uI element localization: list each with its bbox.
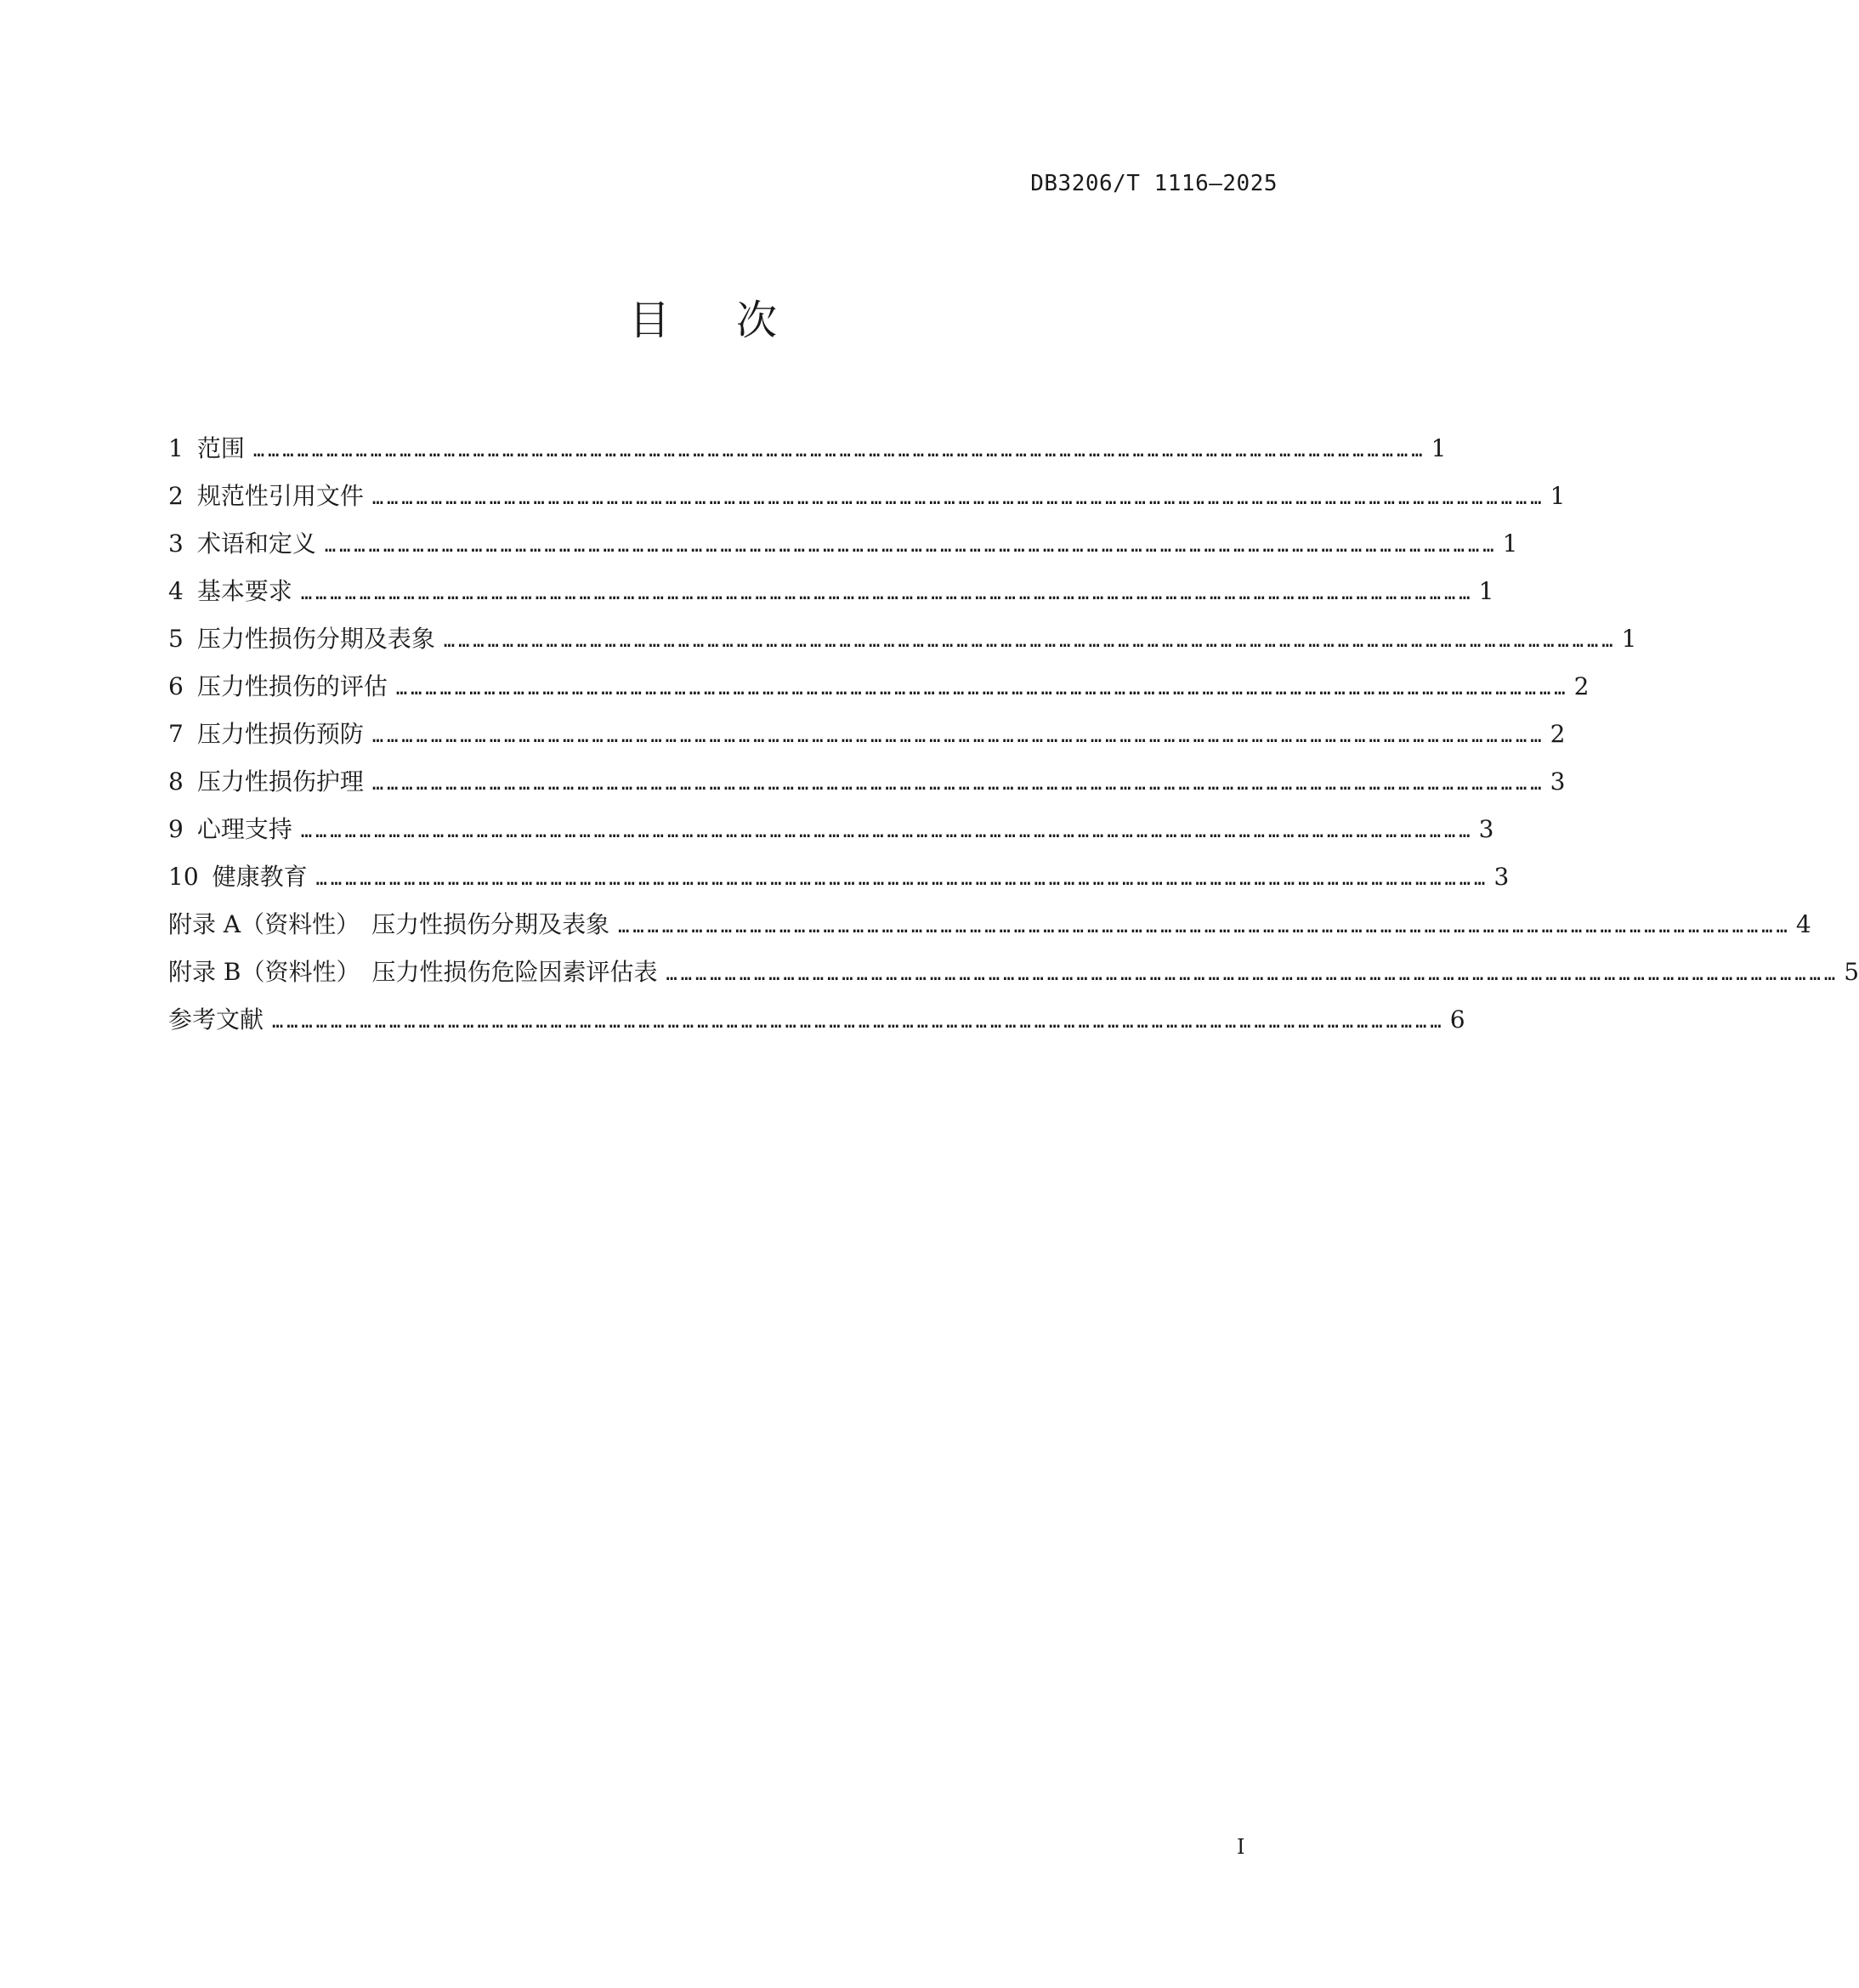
toc-entry-title: 范围 <box>196 434 245 462</box>
toc-dot-leader: …………………………………………………………………………………………………………………………………………………………………………………………………………………… <box>371 773 1545 795</box>
toc-entry[interactable] <box>168 758 1566 806</box>
toc-entry-page: 3 <box>1478 815 1494 843</box>
toc-entry-page: 5 <box>1844 958 1859 986</box>
toc-entry-number: 1 <box>168 434 184 462</box>
toc-dot-leader: …………………………………………………………………………………………………………………………………………………………………………………………………………………… <box>300 821 1474 842</box>
toc-entry-number: 2 <box>168 482 184 510</box>
toc-entry-title: 附录 A（资料性） 压力性损伤分期及表象 <box>168 910 610 938</box>
toc-entry-page: 4 <box>1795 910 1811 938</box>
toc-entry-page: 2 <box>1550 720 1566 748</box>
toc-entry-title: 规范性引用文件 <box>196 482 364 510</box>
toc-entry-page: 1 <box>1478 577 1494 605</box>
toc-entry-number: 7 <box>168 720 184 748</box>
toc-entry-page: 1 <box>1502 530 1518 558</box>
page-number: I <box>1237 1835 1245 1859</box>
toc-dot-leader: …………………………………………………………………………………………………………………………………………………………………………………………………………………… <box>371 488 1545 509</box>
toc-entry-references[interactable] <box>168 996 1465 1044</box>
toc-dot-leader: …………………………………………………………………………………………………………………………………………………………………………………………………………………… <box>272 1011 1445 1033</box>
toc-entry-number: 5 <box>168 625 184 653</box>
toc-entry-title: 压力性损伤护理 <box>196 767 364 796</box>
toc-entry[interactable] <box>168 425 1447 473</box>
toc-entry-number: 10 <box>168 863 199 891</box>
toc-dot-leader: …………………………………………………………………………………………………………………………………………………………………………………………………………………… <box>395 678 1569 699</box>
toc-entry-page: 6 <box>1449 1005 1465 1034</box>
toc-entry[interactable] <box>168 806 1494 853</box>
toc-entry-page: 3 <box>1493 863 1510 891</box>
toc-dot-leader: …………………………………………………………………………………………………………………………………………………………………………………………………………………… <box>666 964 1839 985</box>
toc-dot-leader: …………………………………………………………………………………………………………………………………………………………………………………………………………………… <box>315 869 1489 890</box>
toc-entry-title: 基本要求 <box>196 577 292 605</box>
toc-entry[interactable] <box>168 473 1566 520</box>
toc-dot-leader: …………………………………………………………………………………………………………………………………………………………………………………………………………………… <box>324 535 1498 557</box>
toc-entry[interactable] <box>168 568 1494 615</box>
toc-entry-number: 9 <box>168 815 184 843</box>
toc-entry-page: 1 <box>1621 625 1637 653</box>
toc-entry-title: 参考文献 <box>168 1005 264 1034</box>
toc-entry-appendix-a[interactable] <box>168 901 1811 949</box>
toc-entry-number: 3 <box>168 530 184 558</box>
toc-entry[interactable] <box>168 615 1637 663</box>
toc-entry-title: 附录 B（资料性） 压力性损伤危险因素评估表 <box>168 958 658 986</box>
toc-dot-leader: …………………………………………………………………………………………………………………………………………………………………………………………………………………… <box>618 916 1791 937</box>
toc-entry[interactable] <box>168 520 1518 568</box>
toc-entry-appendix-b[interactable] <box>168 949 1859 996</box>
toc-entry-number: 6 <box>168 672 184 700</box>
toc-entry-page: 1 <box>1431 434 1447 462</box>
toc-title: 目次 <box>628 297 843 344</box>
toc-entry-title: 压力性损伤分期及表象 <box>196 625 435 653</box>
toc-entry-page: 3 <box>1550 767 1566 796</box>
toc-entry-number: 4 <box>168 577 184 605</box>
toc-entry-title: 健康教育 <box>212 863 308 891</box>
document-code: DB3206/T 1116—2025 <box>1030 171 1278 196</box>
toc-entry-title: 心理支持 <box>196 815 292 843</box>
toc-entry-page: 2 <box>1573 672 1590 700</box>
toc-entry-number: 8 <box>168 767 184 796</box>
toc-dot-leader: …………………………………………………………………………………………………………………………………………………………………………………………………………………… <box>300 583 1474 604</box>
toc-entry[interactable] <box>168 853 1510 901</box>
table-of-contents <box>168 425 1859 1044</box>
toc-entry-title: 压力性损伤预防 <box>196 720 364 748</box>
toc-entry-title: 术语和定义 <box>196 530 316 558</box>
toc-entry-page: 1 <box>1550 482 1566 510</box>
toc-entry[interactable] <box>168 711 1566 758</box>
toc-dot-leader: …………………………………………………………………………………………………………………………………………………………………………………………………………………… <box>443 631 1617 652</box>
toc-dot-leader: …………………………………………………………………………………………………………………………………………………………………………………………………………………… <box>252 440 1426 462</box>
toc-entry[interactable] <box>168 663 1590 711</box>
toc-entry-title: 压力性损伤的评估 <box>196 672 388 700</box>
toc-dot-leader: …………………………………………………………………………………………………………………………………………………………………………………………………………………… <box>371 726 1545 747</box>
